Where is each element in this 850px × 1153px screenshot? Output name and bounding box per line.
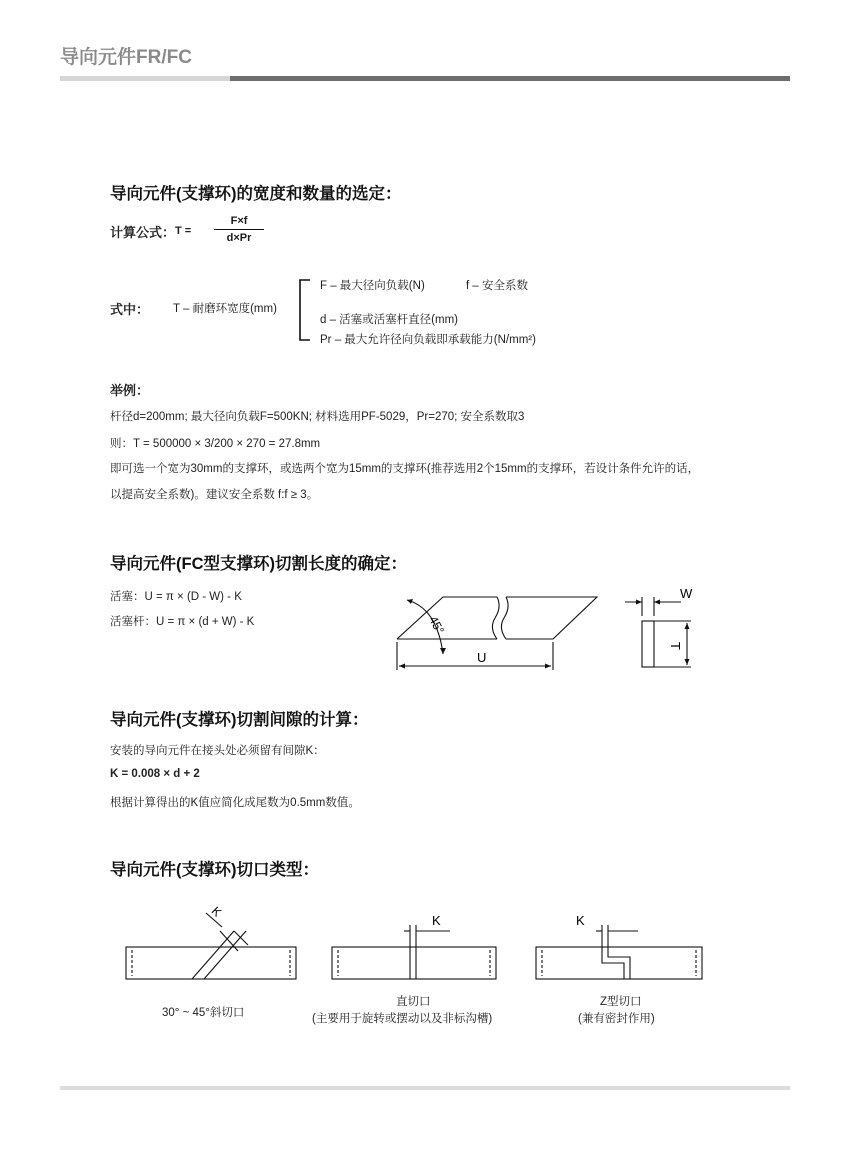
section4-heading: 导向元件(支撑环)切口类型： <box>110 861 319 879</box>
w-label: W <box>680 586 693 601</box>
header-rule-light <box>60 76 230 81</box>
formula-denominator: d×Pr <box>226 232 252 244</box>
section1-heading: 导向元件(支撑环)的宽度和数量的选定： <box>110 185 402 203</box>
angle-label: 45° <box>426 613 447 637</box>
z-cut-caption: Z型切口 <box>600 996 642 1008</box>
safety-factor-definition: f – 安全系数 <box>466 280 528 292</box>
where-label: 式中： <box>110 302 150 317</box>
gap-formula: K = 0.008 × d + 2 <box>110 768 200 780</box>
t-label: T <box>668 642 683 650</box>
example-line-3: 即可选一个宽为30mm的支撑环，或选两个宽为15mm的支撑环(推荐选用2个15mm的支撑环，若设计条件允许的话， <box>110 463 700 475</box>
definition-bracket <box>296 276 316 344</box>
f-definition: F – 最大径向负载(N) <box>320 280 425 292</box>
rod-formula: 活塞杆：U = π × (d + W) - K <box>110 616 255 628</box>
z-cut-note: (兼有密封作用) <box>578 1013 655 1025</box>
fraction-bar <box>214 229 264 230</box>
k-label-diagonal: K <box>208 903 225 920</box>
straight-cut-note: (主要用于旋转或摆动以及非标沟槽) <box>312 1013 493 1025</box>
k-label-z: K <box>576 913 585 928</box>
diagonal-cut-caption: 30° ~ 45°斜切口 <box>162 1007 245 1019</box>
gap-note: 安装的导向元件在接头处必须留有间隙K： <box>110 745 325 757</box>
k-label-straight: K <box>432 913 441 928</box>
pr-definition: Pr – 最大允许径向负载即承载能力(N/mm²) <box>320 334 536 346</box>
rounding-note: 根据计算得出的K值应简化成尾数为0.5mm数值。 <box>110 797 360 809</box>
straight-cut-caption: 直切口 <box>396 996 431 1008</box>
cut-types-diagram <box>110 895 730 990</box>
example-line-2: 则：T = 500000 × 3/200 × 270 = 27.8mm <box>110 438 321 450</box>
example-line-4: 以提高安全系数)。建议安全系数 f:f ≥ 3。 <box>110 489 319 501</box>
section2-heading: 导向元件(FC型支撑环)切割长度的确定： <box>110 555 407 573</box>
formula-fraction <box>214 215 264 244</box>
header-rule-dark <box>230 76 790 81</box>
u-label: U <box>477 650 487 665</box>
formula-label: 计算公式： <box>110 225 176 240</box>
example-title: 举例： <box>110 383 150 398</box>
d-definition: d – 活塞或活塞杆直径(mm) <box>320 314 458 326</box>
footer-rule <box>60 1086 790 1090</box>
formula-numerator: F×f <box>230 215 248 227</box>
straight-cut <box>332 925 496 979</box>
example-line-1: 杆径d=200mm; 最大径向负载F=500KN; 材料选用PF-5029，Pr=270; 安全系数取3 <box>110 411 525 423</box>
t-definition: T – 耐磨环宽度(mm) <box>173 303 277 315</box>
diagonal-cut <box>126 913 296 979</box>
formula-lhs: T = <box>175 225 192 237</box>
z-cut <box>536 925 702 979</box>
section3-heading: 导向元件(支撑环)切割间隙的计算： <box>110 711 369 729</box>
piston-formula: 活塞：U = π × (D - W) - K <box>110 591 242 603</box>
fc-cut-length-diagram <box>385 580 705 680</box>
page-title: 导向元件FR/FC <box>60 47 192 68</box>
